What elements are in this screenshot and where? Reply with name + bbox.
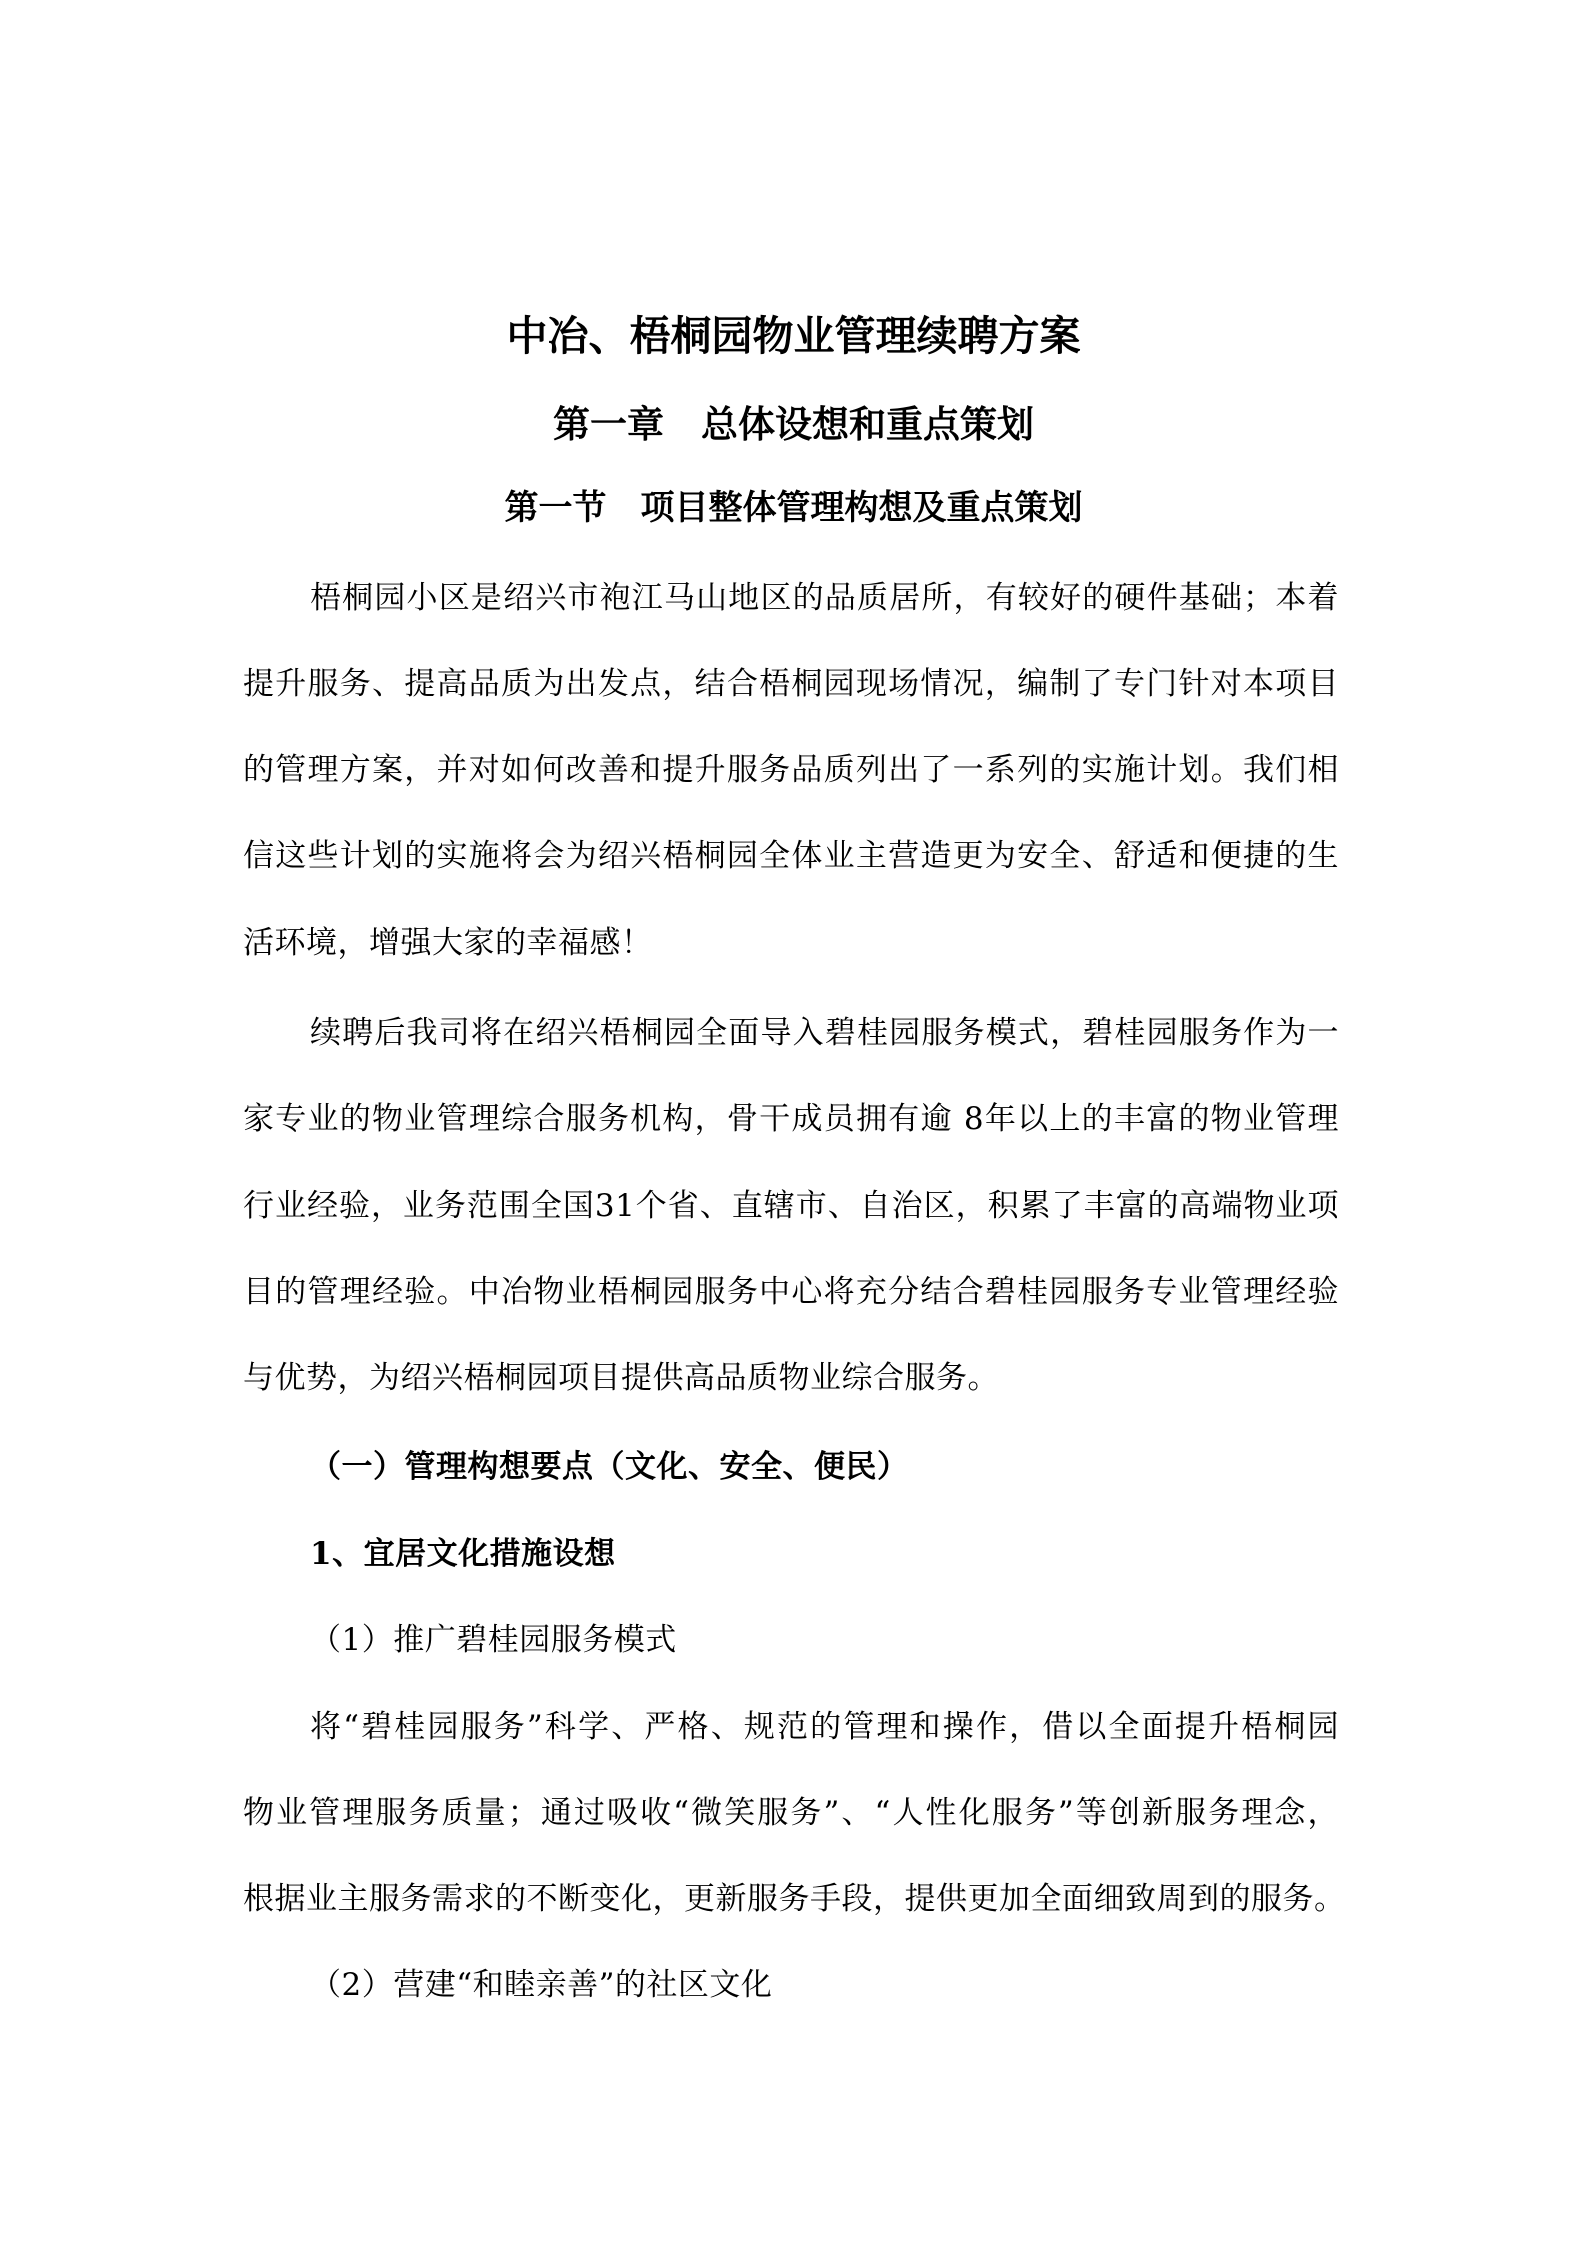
paragraph-3-line-3: 根据业主服务需求的不断变化，更新服务手段，提供更加全面细致周到的服务。 (243, 1881, 1346, 1917)
section-heading: 第一节 项目整体管理构想及重点策划 (504, 488, 1083, 528)
paragraph-1-line-2: 提升服务、提高品质为出发点，结合梧桐园现场情况，编制了专门针对本项目 (243, 666, 1339, 702)
paragraph-2-line-1: 续聘后我司将在绍兴梧桐园全面导入碧桂园服务模式，碧桂园服务作为一 (310, 1015, 1339, 1051)
paragraph-2-line-5: 与优势，为绍兴梧桐园项目提供高品质物业综合服务。 (243, 1360, 999, 1396)
paragraph-1-line-1: 梧桐园小区是绍兴市袍江马山地区的品质居所，有较好的硬件基础；本着 (310, 580, 1339, 616)
paragraph-3-line-2: 物业管理服务质量；通过吸收“微笑服务”、“人性化服务”等创新服务理念， (243, 1795, 1339, 1831)
chapter-heading: 第一章 总体设想和重点策划 (553, 402, 1034, 446)
paragraph-2-line-3: 行业经验，业务范围全国31个省、直辖市、自治区，积累了丰富的高端物业项 (243, 1188, 1339, 1224)
management-points-heading: （一）管理构想要点（文化、安全、便民） (310, 1449, 909, 1485)
service-mode-item: （1）推广碧桂园服务模式 (310, 1622, 677, 1658)
paragraph-1-line-5: 活环境，增强大家的幸福感！ (243, 925, 653, 961)
community-culture-item: （2）营建“和睦亲善”的社区文化 (310, 1967, 773, 2003)
paragraph-1-line-4: 信这些计划的实施将会为绍兴梧桐园全体业主营造更为安全、舒适和便捷的生 (243, 838, 1339, 874)
paragraph-2-line-2: 家专业的物业管理综合服务机构，骨干成员拥有逾 8年以上的丰富的物业管理 (243, 1101, 1339, 1137)
paragraph-1-line-3: 的管理方案，并对如何改善和提升服务品质列出了一系列的实施计划。我们相 (243, 752, 1339, 788)
document-title: 中冶、梧桐园物业管理续聘方案 (506, 312, 1081, 360)
paragraph-2-line-4: 目的管理经验。中冶物业梧桐园服务中心将充分结合碧桂园服务专业管理经验 (243, 1274, 1339, 1310)
paragraph-3-line-1: 将“碧桂园服务”科学、严格、规范的管理和操作，借以全面提升梧桐园 (310, 1709, 1339, 1745)
culture-measures-heading: 1、宜居文化措施设想 (310, 1536, 616, 1572)
